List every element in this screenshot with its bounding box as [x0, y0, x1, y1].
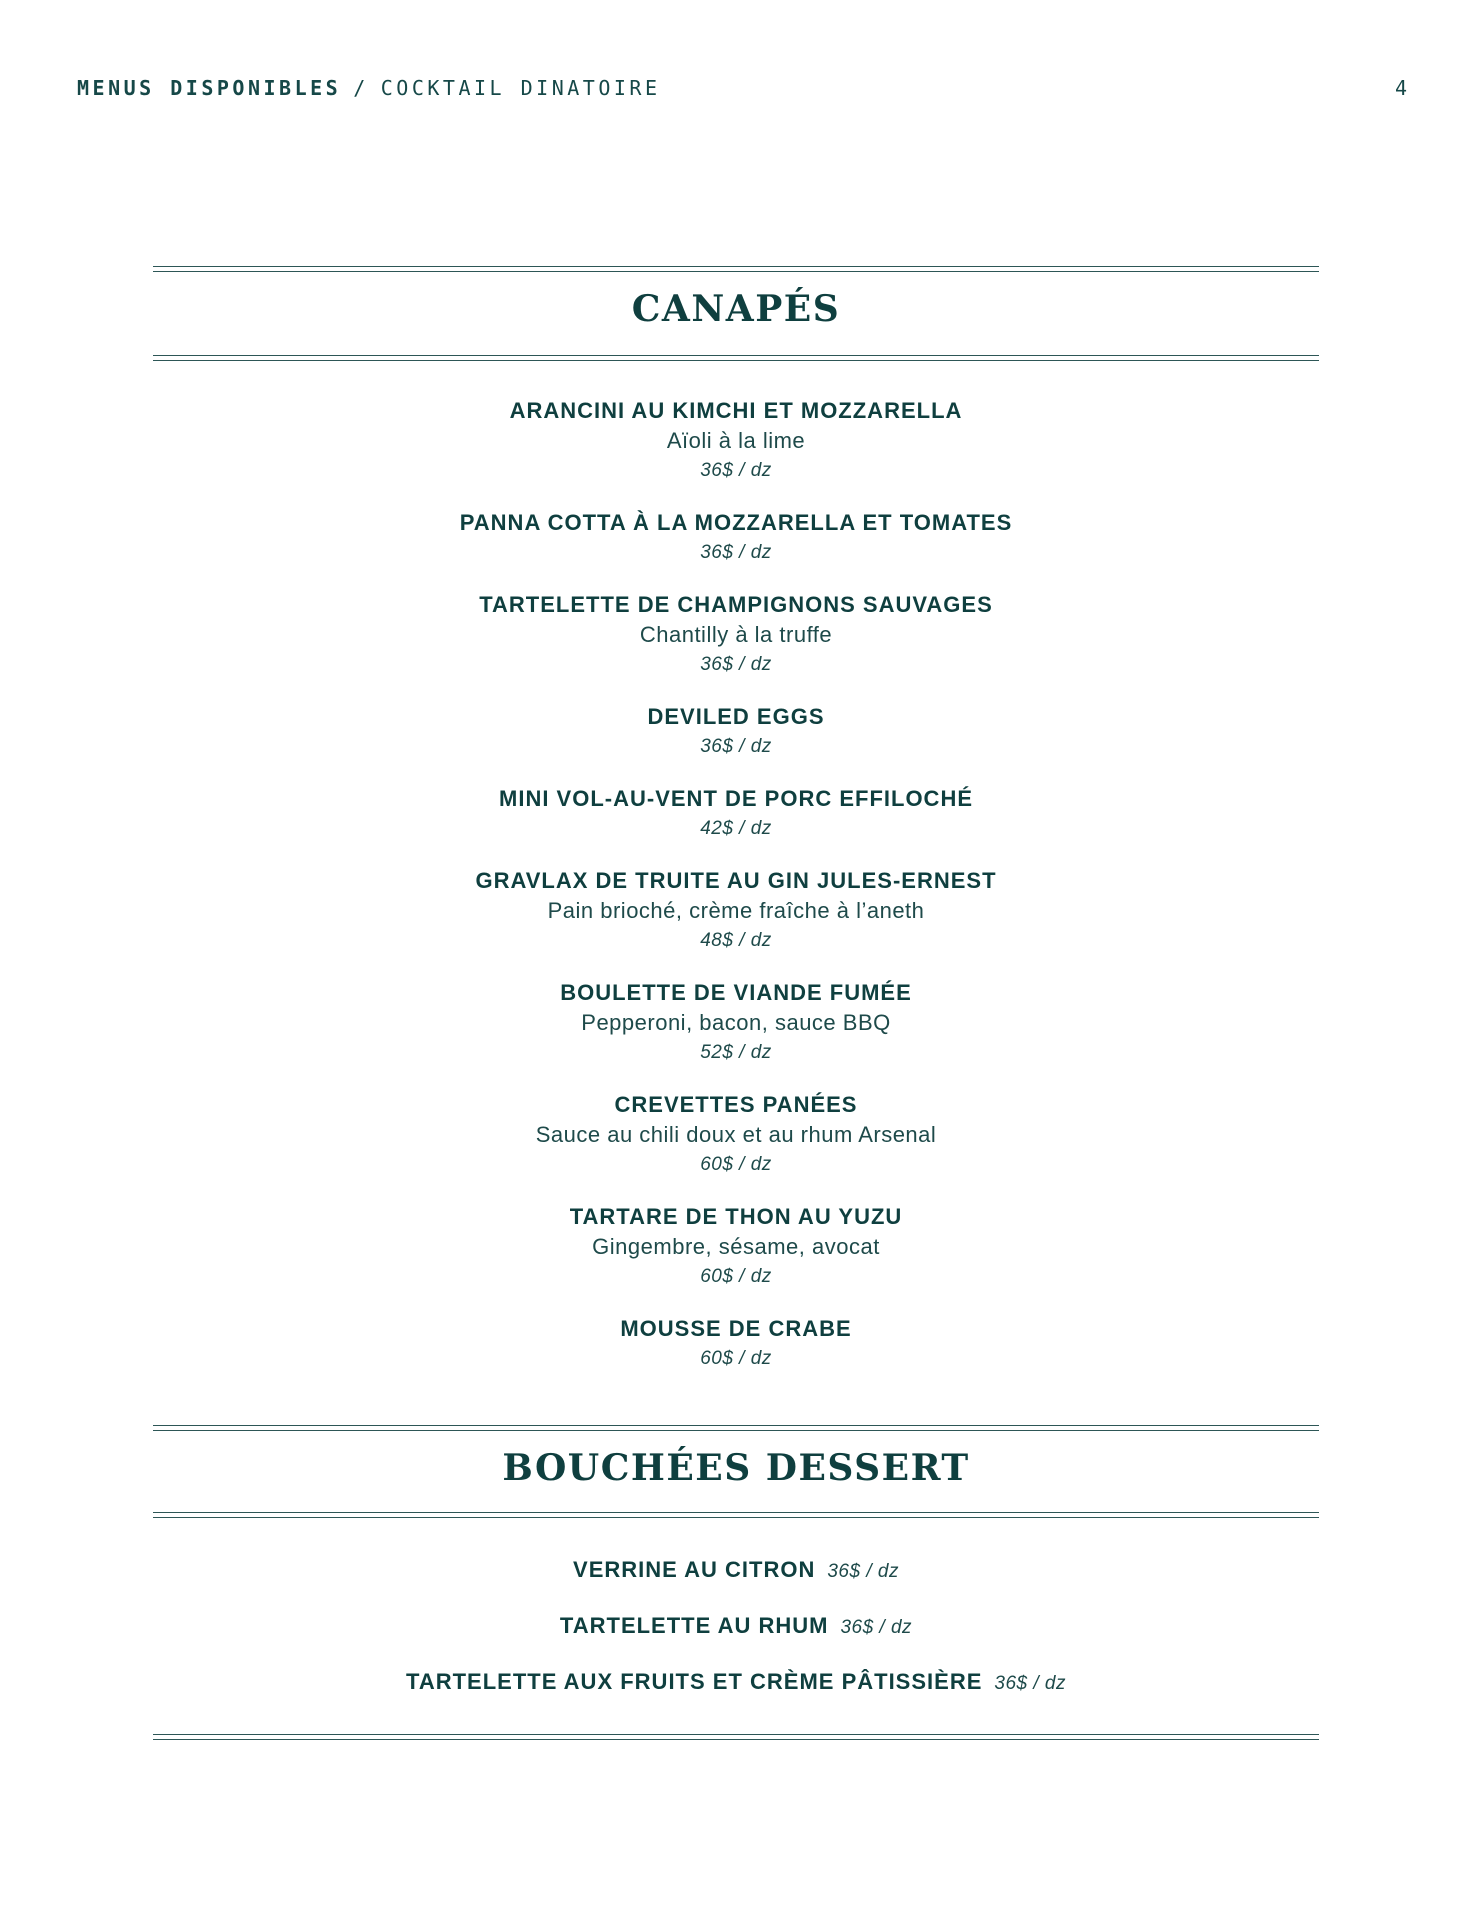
item-price: 60$ / dz: [700, 1154, 772, 1175]
menu-item: [153, 702, 1319, 762]
item-description: Sauce au chili doux et au rhum Arsenal: [535, 1122, 937, 1147]
item-description: Chantilly à la truffe: [639, 622, 833, 647]
item-price: 36$ / dz: [700, 542, 772, 563]
menu-item: [153, 784, 1319, 844]
item-name: DEVILED EGGS: [647, 704, 825, 729]
menu-item: [153, 1202, 1319, 1292]
item-description: Pepperoni, bacon, sauce BBQ: [581, 1010, 891, 1035]
dessert-list: [153, 1555, 1319, 1723]
item-name: MINI VOL-AU-VENT DE PORC EFFILOCHÉ: [499, 786, 973, 811]
item-price: 48$ / dz: [700, 930, 772, 951]
item-price: 52$ / dz: [700, 1042, 772, 1063]
item-price: 36$ / dz: [700, 736, 772, 757]
menu-item: [153, 590, 1319, 680]
item-price: 60$ / dz: [700, 1266, 772, 1287]
page-number: 4: [1394, 76, 1407, 100]
canapes-bottom-rule: [153, 355, 1319, 361]
item-name: ARANCINI AU KIMCHI ET MOZZARELLA: [509, 398, 963, 423]
breadcrumb: [77, 76, 661, 100]
item-price: 36$ / dz: [827, 1561, 899, 1582]
menu-item: [153, 866, 1319, 956]
menu-item: [153, 396, 1319, 486]
item-price: 36$ / dz: [994, 1673, 1066, 1694]
canapes-top-rule: [153, 266, 1319, 272]
menu-item: [153, 1314, 1319, 1374]
item-name: MOUSSE DE CRABE: [620, 1316, 852, 1341]
breadcrumb-section: MENUS DISPONIBLES: [77, 76, 342, 100]
item-name: VERRINE AU CITRON: [573, 1557, 816, 1582]
item-name: PANNA COTTA À LA MOZZARELLA ET TOMATES: [459, 510, 1013, 535]
item-price: 60$ / dz: [700, 1348, 772, 1369]
canapes-title: CANAPÉS: [631, 288, 841, 330]
item-name: CREVETTES PANÉES: [614, 1092, 858, 1117]
breadcrumb-subsection: COCKTAIL DINATOIRE: [380, 76, 661, 100]
item-name: BOULETTE DE VIANDE FUMÉE: [560, 980, 912, 1005]
item-name: TARTARE DE THON AU YUZU: [569, 1204, 903, 1229]
menu-item: [153, 508, 1319, 568]
dessert-bottom-rule: [153, 1512, 1319, 1518]
item-price: 36$ / dz: [700, 460, 772, 481]
item-description: Pain brioché, crème fraîche à l’aneth: [547, 898, 925, 923]
footer-rule: [153, 1734, 1319, 1740]
item-name: TARTELETTE AUX FRUITS ET CRÈME PÂTISSIÈRE: [406, 1669, 983, 1694]
item-name: TARTELETTE AU RHUM: [559, 1613, 829, 1638]
menu-item: [153, 978, 1319, 1068]
canapes-list: [153, 396, 1319, 1396]
page-header: [77, 76, 1407, 100]
menu-item: [153, 1611, 1319, 1644]
item-price: 42$ / dz: [700, 818, 772, 839]
item-price: 36$ / dz: [700, 654, 772, 675]
menu-item: [153, 1555, 1319, 1588]
breadcrumb-separator: /: [353, 76, 369, 100]
menu-item: [153, 1090, 1319, 1180]
item-name: TARTELETTE DE CHAMPIGNONS SAUVAGES: [479, 592, 993, 617]
item-description: Gingembre, sésame, avocat: [592, 1234, 880, 1259]
item-name: GRAVLAX DE TRUITE AU GIN JULES-ERNEST: [475, 868, 997, 893]
item-description: Aïoli à la lime: [666, 428, 806, 453]
dessert-title: BOUCHÉES DESSERT: [502, 1447, 970, 1489]
dessert-top-rule: [153, 1425, 1319, 1431]
menu-item: [153, 1667, 1319, 1700]
item-price: 36$ / dz: [840, 1617, 913, 1638]
